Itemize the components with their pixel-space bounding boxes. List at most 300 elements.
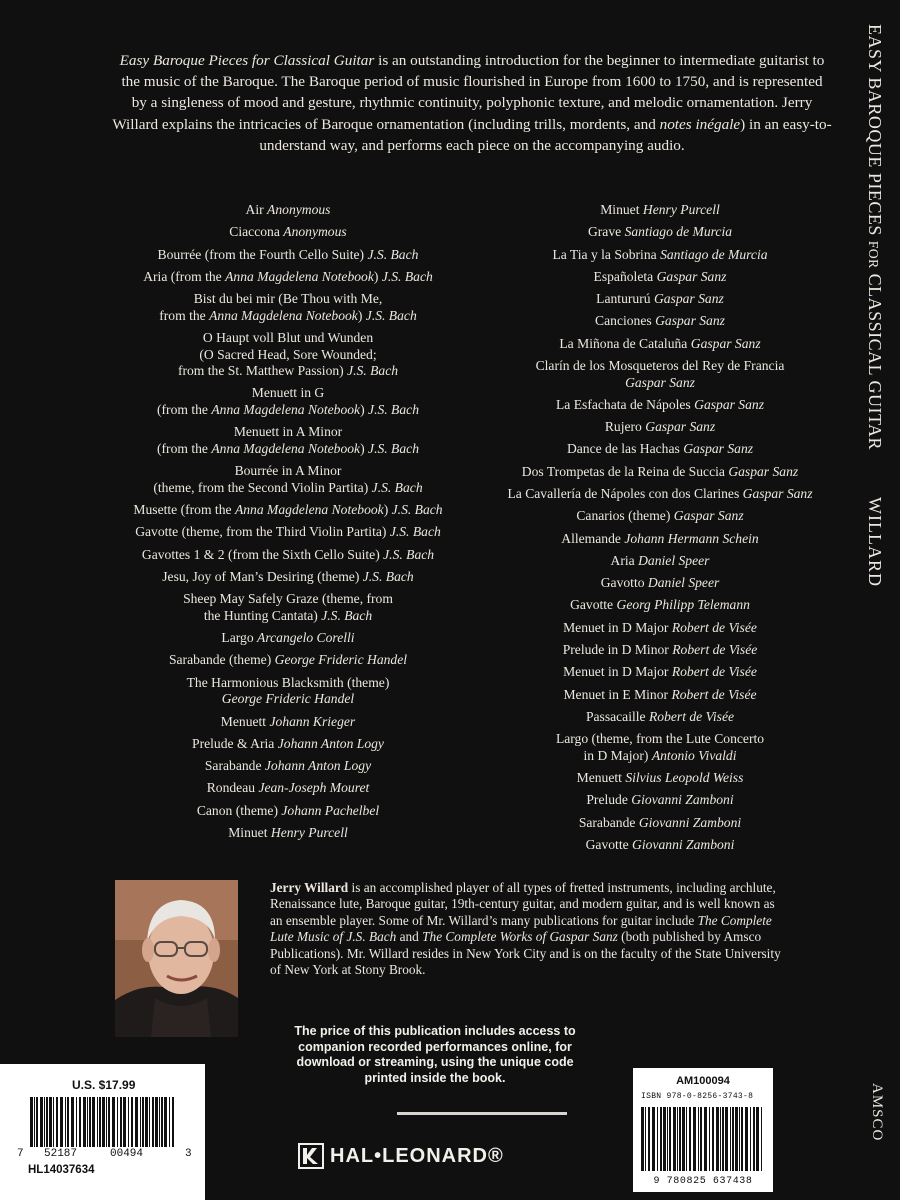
contents-entry-line [440, 247, 880, 264]
barcode-bar [663, 1107, 666, 1171]
composer-name: Robert de Visée [671, 664, 757, 680]
contents-entry [440, 687, 880, 704]
composer-name: J.S. Bach [365, 307, 417, 323]
contents-entry-line [88, 825, 488, 842]
barcode-bar [667, 1107, 668, 1171]
barcode-bar [652, 1107, 655, 1171]
barcode-bar [693, 1107, 696, 1171]
composer-name: Anna Magdelena Notebook [211, 402, 361, 418]
spine-author: WILLARD [865, 497, 885, 587]
contents-entry-line [88, 502, 488, 519]
contents-entry-line [440, 748, 880, 765]
piece-title: Minuet [228, 824, 271, 840]
contents-entry-line [440, 709, 880, 726]
composer-name: J.S. Bach [383, 546, 435, 562]
contents-entry [88, 330, 488, 380]
barcode-bar [750, 1107, 751, 1171]
composer-name: J.S. Bach [368, 402, 419, 418]
barcode-bar [83, 1097, 86, 1147]
barcode-bar [161, 1097, 163, 1147]
piece-title: Largo [221, 630, 258, 646]
contents-entry-line [440, 269, 880, 286]
contents-entry [440, 441, 880, 458]
upc-digit-group-3: 00494 [110, 1148, 144, 1160]
composer-name: J.S. Bach [367, 246, 419, 262]
piece-title: (O Sacred Head, Sore Wounded; [199, 346, 377, 362]
contents-entry [88, 652, 488, 669]
composer-name: Georg Philipp Telemann [616, 597, 750, 613]
piece-title: Prelude [586, 792, 632, 808]
intro-text-2: ) in an easy-to-understand way, and performs each piece on the accompanying audio. [259, 115, 832, 154]
barcode-bar [155, 1097, 158, 1147]
piece-title: Canarios (theme) [576, 508, 674, 524]
contents-entry [440, 202, 880, 219]
spine-title-part-1: EASY BAROQUE PIECES [865, 24, 885, 236]
contents-entry-line [88, 691, 488, 708]
barcode-bar [169, 1097, 170, 1147]
composer-name: Johann Hermann Schein [624, 530, 759, 546]
piece-title: Jesu, Joy of Man’s Desiring (theme) [162, 568, 363, 584]
composer-name: Robert de Visée [671, 619, 757, 635]
contents-entry [88, 758, 488, 775]
barcode-bar [152, 1097, 154, 1147]
contents-entry [440, 770, 880, 787]
barcode-bar [730, 1107, 731, 1171]
barcode-bar [87, 1097, 88, 1147]
piece-title: (from the [156, 440, 212, 456]
contents-entry [88, 247, 488, 264]
barcode-bar [36, 1097, 38, 1147]
piece-title: Air [245, 202, 268, 217]
piece-title: La Cavallería de Nápoles con dos Clarines [507, 485, 743, 501]
barcode-bar [108, 1097, 110, 1147]
contents-entry-line [440, 336, 880, 353]
piece-title: Clarín de los Mosqueteros del Rey de Francia [535, 357, 785, 373]
contents-entry [88, 825, 488, 842]
intro-paragraph [112, 50, 832, 156]
piece-title: Bourrée in A Minor [234, 463, 342, 479]
barcode-bar [99, 1097, 101, 1147]
contents-entry [440, 553, 880, 570]
composer-name: Daniel Speer [647, 575, 720, 591]
barcode-bar [46, 1097, 48, 1147]
barcode-bar [172, 1097, 174, 1147]
barcode-bar [725, 1107, 728, 1171]
barcode-bar [149, 1097, 150, 1147]
composer-name: Gaspar Sanz [683, 441, 754, 457]
composer-name: Gaspar Sanz [645, 419, 716, 435]
piece-title: Sarabande [578, 814, 639, 830]
piece-title: Canon (theme) [196, 802, 282, 818]
contents-entry-line [88, 524, 488, 541]
composer-name: Henry Purcell [642, 202, 720, 217]
barcode-bar [720, 1107, 721, 1171]
piece-title: Gavotte (theme, from the Third Violin Partita) [135, 524, 390, 540]
contents-entry [440, 291, 880, 308]
isbn-barcode-label [633, 1068, 773, 1192]
barcode-bar [67, 1097, 69, 1147]
contents-entry [440, 731, 880, 764]
piece-title: Canciones [595, 313, 656, 329]
composer-name: Anonymous [283, 224, 347, 240]
composer-name: Daniel Speer [638, 552, 710, 568]
contents-entry-line [440, 358, 880, 375]
barcode-bar [660, 1107, 662, 1171]
composer-name: Anna Magdelena Notebook [225, 268, 374, 284]
contents-entry-line [88, 608, 488, 625]
contents-entry [88, 591, 488, 624]
contents-entry-line [88, 247, 488, 264]
piece-title: Lantururú [596, 291, 654, 307]
contents-entry [440, 224, 880, 241]
contents-entry [440, 597, 880, 614]
contents-entry-line [440, 224, 880, 241]
barcode-bar [34, 1097, 35, 1147]
barcode-bar [92, 1097, 95, 1147]
composer-name: Santiago de Murcia [660, 246, 768, 262]
composer-name: Gaspar Sanz [742, 485, 813, 501]
contents-entry [440, 664, 880, 681]
piece-title: Allemande [561, 530, 625, 546]
piece-title: Minuet [600, 202, 643, 217]
contents-entry [88, 630, 488, 647]
composer-name: Johann Anton Logy [264, 758, 372, 774]
barcode-bar [722, 1107, 724, 1171]
spine-title [864, 24, 885, 450]
composer-name: Anna Magdelena Notebook [211, 440, 361, 456]
contents-entry [88, 424, 488, 457]
contents-entry-line [88, 480, 488, 497]
piece-title: Menuet in E Minor [563, 686, 672, 702]
contents-entry-line [88, 330, 488, 347]
barcode-bar [648, 1107, 650, 1171]
barcode-bar [753, 1107, 755, 1171]
contents-entry-line [88, 591, 488, 608]
piece-title: ) [360, 440, 369, 456]
composer-name: Giovanni Zamboni [631, 792, 734, 808]
barcode-bar [709, 1107, 710, 1171]
piece-title: (theme, from the Second Violin Partita) [153, 479, 372, 495]
composer-name: J.S. Bach [391, 502, 443, 518]
barcode-bar [97, 1097, 98, 1147]
contents-entry-line [88, 269, 488, 286]
composer-name: Gaspar Sanz [728, 463, 799, 479]
amsco-product-code: AM100094 [676, 1075, 730, 1087]
composer-name: Santiago de Murcia [624, 224, 733, 240]
bio-text-2: and [396, 929, 423, 945]
hal-leonard-logo-icon [298, 1143, 324, 1169]
contents-entry [440, 709, 880, 726]
contents-entry-line [440, 313, 880, 330]
composer-name: Giovanni Zamboni [638, 814, 742, 830]
contents-entry [88, 780, 488, 797]
piece-title: ) [383, 502, 392, 518]
contents-entry [440, 837, 880, 854]
contents-entry [88, 224, 488, 241]
contents-entry-line [440, 575, 880, 592]
contents-entry [88, 547, 488, 564]
barcode-bar [53, 1097, 54, 1147]
barcode-bar [689, 1107, 691, 1171]
barcode-bar [135, 1097, 138, 1147]
barcode-bar [739, 1107, 740, 1171]
composer-name: Anna Magdelena Notebook [234, 502, 384, 518]
piece-title: Menuet in D Major [563, 619, 672, 635]
piece-title: Menuet in D Major [563, 664, 672, 680]
contents-entry-line [88, 308, 488, 325]
piece-title: Gavottes 1 & 2 (from the Sixth Cello Suite) [141, 546, 384, 562]
contents-entry [88, 803, 488, 820]
contents-entry-line [88, 652, 488, 669]
composer-name: Gaspar Sanz [673, 508, 744, 524]
piece-title: (from the [156, 402, 212, 418]
piece-title: Rondeau [206, 780, 259, 796]
barcode-bar [164, 1097, 167, 1147]
contents-entry-line [440, 419, 880, 436]
contents-entry-line [440, 620, 880, 637]
contents-entry-line [440, 731, 880, 748]
price-label: U.S. $17.99 [72, 1078, 136, 1092]
piece-title: from the St. Matthew Passion) [177, 363, 348, 379]
piece-title: La Esfachata de Nápoles [555, 396, 695, 412]
piece-title: Passacaille [585, 708, 649, 724]
author-portrait-illustration [115, 880, 238, 1037]
barcode-bar [128, 1097, 129, 1147]
composer-name: Johann Krieger [269, 713, 356, 729]
piece-title: in D Major) [583, 747, 652, 763]
author-bio [270, 880, 790, 978]
barcode-bar [673, 1107, 676, 1171]
piece-title: The Harmonious Blacksmith (theme) [186, 674, 390, 690]
contents-entry-line [88, 347, 488, 364]
composer-name: Gaspar Sanz [653, 291, 724, 307]
contents-entry [88, 202, 488, 219]
barcode-bar [756, 1107, 759, 1171]
barcode-bar [159, 1097, 160, 1147]
composer-name: Johann Anton Logy [277, 735, 384, 751]
piece-title: Sarabande [204, 758, 265, 774]
piece-title: Dance de las Hachas [566, 441, 684, 457]
spine-title-small: FOR [866, 240, 881, 269]
contents-entry [440, 486, 880, 503]
contents-entry-line [88, 630, 488, 647]
contents-entry-line [88, 202, 488, 219]
contents-entry-line [88, 402, 488, 419]
barcode-bar [123, 1097, 126, 1147]
author-photo [115, 880, 238, 1037]
composer-name: J.S. Bach [347, 363, 399, 379]
contents-entry-line [440, 687, 880, 704]
contents-entry-line [440, 464, 880, 481]
barcode-bar [131, 1097, 133, 1147]
hl-product-code: HL14037634 [28, 1164, 95, 1176]
upc-barcode-label [0, 1064, 205, 1200]
piece-title: Menuett [220, 713, 270, 729]
contents-entry-line [440, 375, 880, 392]
composer-name: Giovanni Zamboni [632, 836, 735, 852]
isbn-barcode [639, 1107, 767, 1173]
upc-digit-group-1: 7 [17, 1148, 24, 1160]
composer-name: J.S. Bach [389, 524, 441, 540]
contents-entry-line [440, 553, 880, 570]
contents-entry-line [440, 531, 880, 548]
barcode-bar [698, 1107, 699, 1171]
barcode-bar [761, 1107, 762, 1171]
barcode-bar [145, 1097, 148, 1147]
contents-entry-line [440, 770, 880, 787]
isbn-number: ISBN 978-0-8256-3743-8 [641, 1092, 754, 1101]
barcode-bar [106, 1097, 107, 1147]
composer-name: Robert de Visée [648, 708, 735, 724]
composer-name: Arcangelo Corelli [257, 630, 355, 646]
contents-entry [440, 642, 880, 659]
contents-entry-line [88, 441, 488, 458]
contents-entry-line [88, 547, 488, 564]
piece-title: La Miñona de Cataluña [559, 335, 691, 351]
piece-title: Largo (theme, from the Lute Concerto [555, 731, 765, 747]
contents-entry-line [88, 424, 488, 441]
composer-name: Silvius Leopold Weiss [625, 769, 744, 785]
barcode-bar [686, 1107, 687, 1171]
contents-entry-line [88, 758, 488, 775]
contents-right-column [440, 202, 880, 859]
piece-title: Aria [610, 552, 639, 568]
contents-entry-line [440, 486, 880, 503]
contents-entry [88, 269, 488, 286]
barcode-bar [76, 1097, 77, 1147]
piece-title: the Hunting Cantata) [203, 607, 322, 623]
piece-title: Gavotte [585, 836, 633, 852]
contents-entry [440, 531, 880, 548]
barcode-bar [641, 1107, 644, 1171]
piece-title: Grave [587, 224, 625, 240]
contents-entry [440, 269, 880, 286]
barcode-bar [102, 1097, 105, 1147]
piece-title: O Haupt voll Blut und Wunden [202, 330, 374, 345]
contents-entry [440, 313, 880, 330]
composer-name: J.S. Bach [368, 440, 419, 456]
composer-name: Gaspar Sanz [694, 396, 764, 412]
piece-title: Dos Trompetas de la Reina de Succia [521, 463, 729, 479]
contents-entry [440, 508, 880, 525]
barcode-bar [700, 1107, 702, 1171]
piece-title: Menuett in A Minor [233, 424, 343, 440]
contents-entry-line [440, 792, 880, 809]
barcode-bar [716, 1107, 719, 1171]
composer-name: J.S. Bach [371, 479, 423, 495]
composer-name: J.S. Bach [381, 268, 433, 284]
upc-digit-group-2: 52187 [44, 1148, 78, 1160]
piece-title: Ciaccona [229, 224, 284, 240]
piece-title: Prelude in D Minor [562, 641, 673, 657]
piece-title: Sheep May Safely Graze (theme, from [183, 591, 393, 607]
barcode-bar [741, 1107, 743, 1171]
intro-text-1: is an outstanding introduction for the beginner to intermediate guitarist to the music of the Baroque. The Baroque period of music flourished in Europe from 1600 to 1750, and is represented by a singleness of mood and gesture, rhythmic continuity, polyphonic texture, and melodic ornamentation. Jerry Willard explains the intricacies of Baroque ornamentation (including trills, mordents, and [112, 52, 825, 133]
contents-entry [440, 620, 880, 637]
contents-entry-line [88, 463, 488, 480]
barcode-bar [117, 1097, 118, 1147]
piece-title: ) [357, 307, 366, 323]
barcode-bar [669, 1107, 671, 1171]
contents-entry-line [88, 291, 488, 308]
piece-title: Españoleta [593, 268, 657, 284]
composer-name: Antonio Vivaldi [651, 747, 737, 763]
contents-entry [440, 397, 880, 414]
composer-name: J.S. Bach [362, 568, 414, 584]
barcode-bar [657, 1107, 658, 1171]
contents-entry [88, 524, 488, 541]
barcode-bar [645, 1107, 646, 1171]
contents-entry-line [88, 780, 488, 797]
composer-name: Robert de Visée [672, 641, 758, 657]
barcode-bar [71, 1097, 74, 1147]
piece-title: Musette (from the [133, 502, 235, 518]
contents-entry-line [440, 664, 880, 681]
barcode-bar [112, 1097, 115, 1147]
composer-name: Henry Purcell [270, 824, 348, 840]
contents-entry-line [88, 803, 488, 820]
contents-entry-line [88, 569, 488, 586]
composer-name: Gaspar Sanz [690, 335, 761, 351]
barcode-bar [732, 1107, 734, 1171]
contents-entry [440, 792, 880, 809]
contents-entry-line [88, 736, 488, 753]
barcode-bar [56, 1097, 58, 1147]
barcode-bar [60, 1097, 63, 1147]
contents-entry [440, 358, 880, 391]
bio-text-3: (both published by Amsco Publications). Mr. Willard resides in New York City and is on the faculty of the State University of New York at Stony Brook. [270, 929, 781, 978]
barcode-bar [679, 1107, 681, 1171]
composer-name: Anonymous [267, 202, 331, 217]
barcode-bar [49, 1097, 52, 1147]
barcode-bar [735, 1107, 738, 1171]
piece-title: from the [159, 307, 210, 323]
contents-entry-line [88, 363, 488, 380]
bio-publication-2: The Complete Works of Gaspar Sanz [422, 929, 618, 945]
piece-title: Sarabande (theme) [168, 652, 275, 668]
barcode-bar [40, 1097, 43, 1147]
piece-title: Aria (from the [143, 268, 226, 284]
contents-entry-line [440, 508, 880, 525]
ean-number: 9 780825 637438 [653, 1176, 753, 1187]
contents-entry [88, 675, 488, 708]
contents-entry-line [440, 441, 880, 458]
barcode-bar [142, 1097, 144, 1147]
barcode-bar [745, 1107, 748, 1171]
piece-title: Gavotto [600, 575, 648, 591]
upc-digit-group-4: 3 [185, 1148, 192, 1160]
contents-entry [88, 736, 488, 753]
piece-title: Bist du bei mir (Be Thou with Me, [193, 291, 383, 307]
spine-title-part-2: CLASSICAL GUITAR [865, 273, 885, 451]
contents-entry-line [440, 642, 880, 659]
composer-name: Jean-Joseph Mouret [258, 780, 370, 796]
contents-entry [440, 815, 880, 832]
barcode-bar [120, 1097, 122, 1147]
contents-left-column [88, 202, 488, 847]
contents-entry [88, 569, 488, 586]
piece-title: Rujero [604, 419, 646, 435]
piece-title: La Tia y la Sobrina [552, 246, 661, 262]
piece-title: Menuett in G [251, 385, 325, 401]
contents-entry [440, 336, 880, 353]
piece-title: Menuett [576, 769, 626, 785]
intro-book-title: Easy Baroque Pieces for Classical Guitar [119, 52, 375, 69]
contents-entry-line [440, 597, 880, 614]
contents-entry-line [440, 837, 880, 854]
contents-entry [88, 463, 488, 496]
composer-name: George Frideric Handel [274, 652, 408, 668]
